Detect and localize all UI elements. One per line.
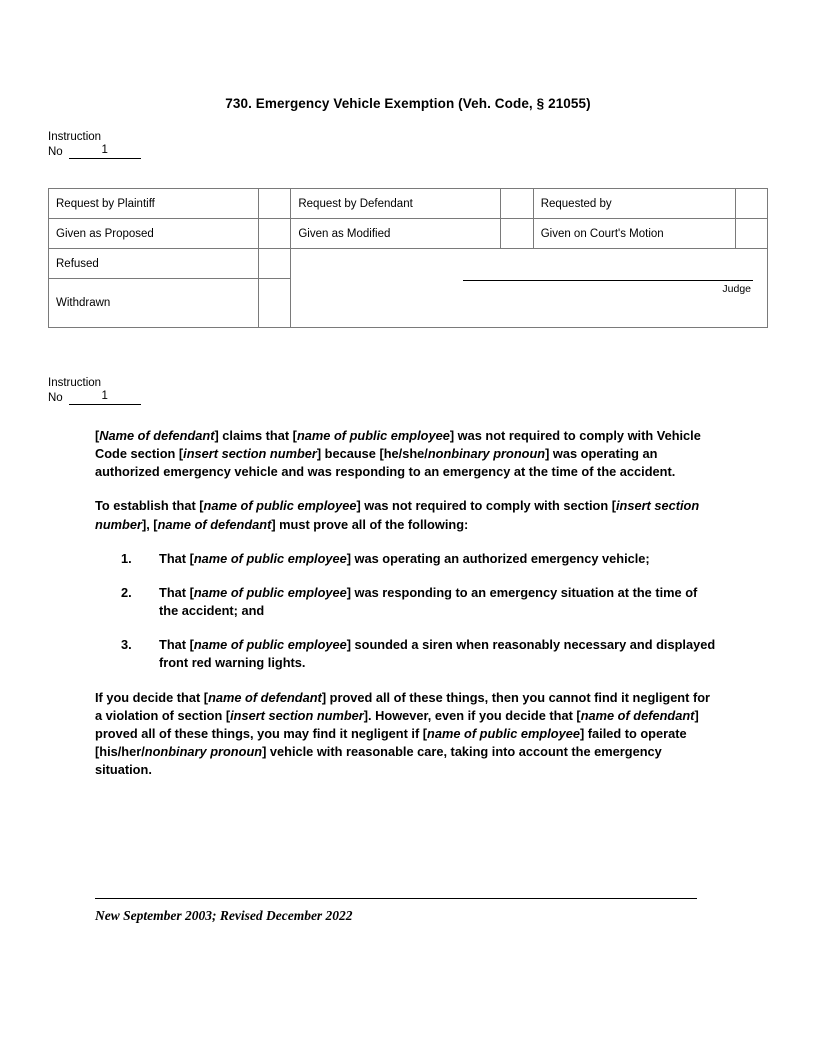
checkbox-given-as-modified[interactable]	[501, 219, 533, 249]
judge-signature-line[interactable]	[463, 279, 753, 281]
cell-given-as-modified: Given as Modified	[291, 219, 501, 249]
paragraph-1: [Name of defendant] claims that [name of public employee] was not required to comply with Vehicle Code section [insert section number] because [he/she/nonbinary pronoun] was operating an authorized emergency vehicle and was responding to an emergency at the time of the accident.	[95, 428, 701, 480]
cell-request-by-plaintiff: Request by Plaintiff	[49, 189, 259, 219]
disposition-table	[48, 188, 768, 328]
cell-request-by-defendant: Request by Defendant	[291, 189, 501, 219]
checkbox-given-as-proposed[interactable]	[259, 219, 291, 249]
instruction-number-second	[48, 376, 141, 405]
instruction-no-value[interactable]: 1	[69, 144, 141, 159]
paragraph-3: If you decide that [name of defendant] proved all of these things, then you cannot find it negligent for a violation of section [insert section number]. However, even if you decide that [name of defendant] proved all of these things, you may find it negligent if [name of public employee] failed to operate [his/her/nonbinary pronoun] vehicle with reasonable care, taking into account the emergency situation.	[95, 689, 711, 778]
checkbox-withdrawn[interactable]	[259, 279, 291, 328]
page-title: 730. Emergency Vehicle Exemption (Veh. Code, § 21055)	[225, 96, 591, 111]
checkbox-request-by-plaintiff[interactable]	[259, 189, 291, 219]
revision-note: New September 2003; Revised December 2022	[95, 908, 353, 923]
cell-given-as-proposed: Given as Proposed	[49, 219, 259, 249]
cell-given-on-courts-motion: Given on Court's Motion	[533, 219, 735, 249]
footer-divider	[95, 898, 697, 899]
instruction-no-value-2[interactable]: 1	[69, 390, 141, 405]
instruction-no-label-2: No	[48, 391, 63, 404]
instruction-label-2: Instruction	[48, 377, 102, 389]
checkbox-given-on-courts-motion[interactable]	[735, 219, 767, 249]
checkbox-request-by-defendant[interactable]	[501, 189, 533, 219]
list-item: That [name of public employee] sounded a siren when reasonably necessary and displayed front red warning lights.	[159, 637, 716, 671]
cell-refused: Refused	[49, 249, 259, 279]
judge-caption: Judge	[722, 282, 751, 295]
instruction-no-label: No	[48, 145, 63, 158]
cell-requested-by: Requested by	[533, 189, 735, 219]
checkbox-requested-by[interactable]	[735, 189, 767, 219]
checkbox-refused[interactable]	[259, 249, 291, 279]
instruction-label: Instruction	[48, 131, 102, 143]
instruction-body	[95, 427, 720, 795]
cell-withdrawn: Withdrawn	[49, 279, 259, 328]
table-row	[49, 249, 768, 279]
list-item: That [name of public employee] was responding to an emergency situation at the time of the accident; and	[159, 584, 698, 619]
paragraph-2: To establish that [name of public employee] was not required to comply with section [insert section number], [name of defendant] must prove all of the following:	[95, 498, 700, 532]
instruction-number-top	[48, 130, 141, 159]
table-row	[49, 189, 768, 219]
list-item: That [name of public employee] was operating an authorized emergency vehicle;	[159, 550, 650, 566]
table-row	[49, 219, 768, 249]
judge-signature-cell[interactable]	[291, 249, 768, 328]
elements-list	[95, 550, 720, 673]
